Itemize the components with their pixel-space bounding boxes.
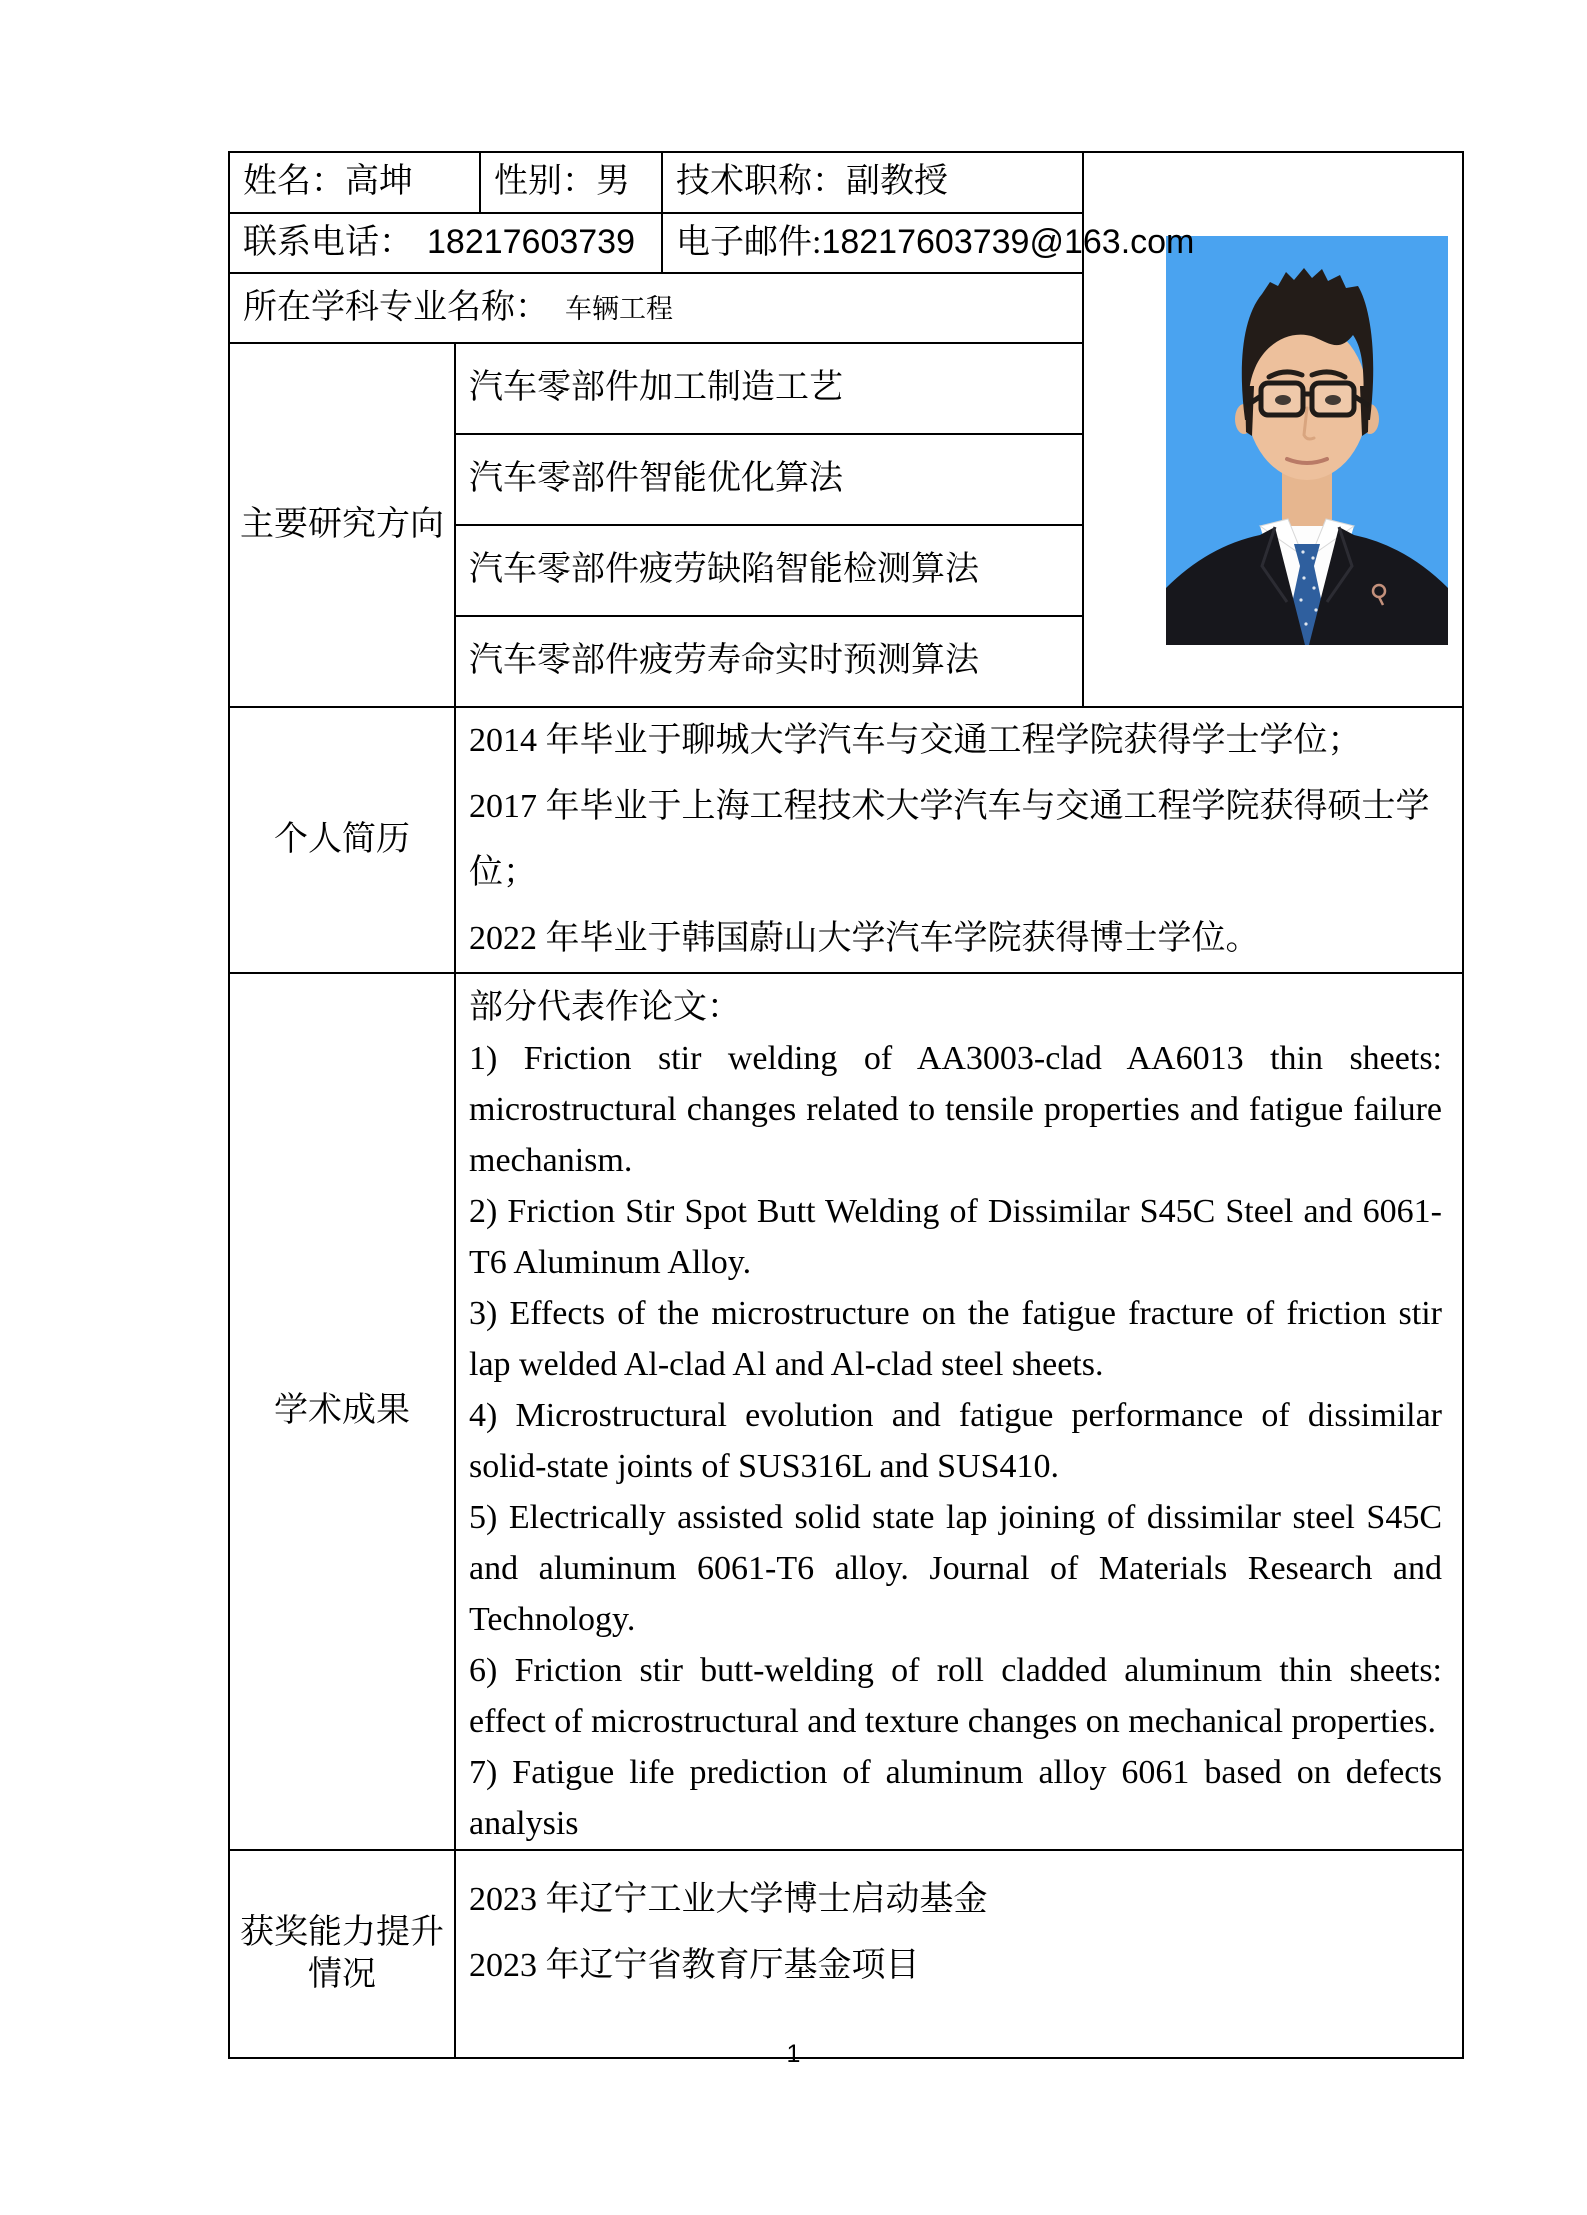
phone-label: 联系电话： xyxy=(243,224,413,262)
page-number: 1 xyxy=(786,2040,801,2068)
gender-label: 性别： xyxy=(494,163,596,201)
research-item: 汽车零部件智能优化算法 xyxy=(455,434,1083,525)
award-line: 2023 年辽宁工业大学博士启动基金 xyxy=(469,1881,988,1918)
row-profile xyxy=(229,707,1463,973)
email-value: 18217603739@163.com xyxy=(821,223,1195,262)
publication-item: 4) Microstructural evolution and fatigue performance of dissimilar solid-state joints of SUS316L and SUS410. xyxy=(469,1397,1442,1485)
profile-table xyxy=(228,151,1464,2059)
profile-line: 2022 年毕业于韩国蔚山大学汽车学院获得博士学位。 xyxy=(469,920,1260,957)
discipline-value: 车辆工程 xyxy=(565,293,673,324)
awards-label: 获奖能力提升情况 xyxy=(229,1850,455,2058)
publication-item: 5) Electrically assisted solid state lap joining of dissimilar steel S45C and aluminum 6061-T6 alloy. Journal of Materials Research and Technology. xyxy=(469,1499,1442,1638)
portrait-photo xyxy=(1166,236,1448,645)
phone-value: 18217603739 xyxy=(427,223,636,262)
title-value: 副教授 xyxy=(846,163,948,201)
achievements-content xyxy=(455,973,1463,1850)
email-label: 电子邮件: xyxy=(676,224,822,262)
name-value: 高坤 xyxy=(345,163,413,201)
profile-line: 2017 年毕业于上海工程技术大学汽车与交通工程学院获得硕士学位； xyxy=(469,788,1430,891)
publication-item: 2) Friction Stir Spot Butt Welding of Dissimilar S45C Steel and 6061-T6 Aluminum Alloy. xyxy=(469,1193,1442,1281)
row-name xyxy=(229,152,1463,213)
publications-intro: 部分代表作论文： xyxy=(469,989,741,1026)
gender-cell xyxy=(480,152,662,213)
publication-item: 3) Effects of the microstructure on the fatigue fracture of friction stir lap welded Al-clad Al and Al-clad steel sheets. xyxy=(469,1295,1442,1383)
profile-label: 个人简历 xyxy=(229,707,455,973)
award-line: 2023 年辽宁省教育厅基金项目 xyxy=(469,1947,920,1984)
research-item: 汽车零部件加工制造工艺 xyxy=(455,343,1083,434)
awards-content xyxy=(455,1850,1463,2058)
row-achievements xyxy=(229,973,1463,1850)
title-cell xyxy=(662,152,1083,213)
profile-line: 2014 年毕业于聊城大学汽车与交通工程学院获得学士学位； xyxy=(469,722,1362,759)
email-cell xyxy=(662,213,1195,273)
name-label: 姓名： xyxy=(243,163,345,201)
discipline-cell xyxy=(229,273,1083,343)
achievements-label: 学术成果 xyxy=(229,973,455,1850)
gender-value: 男 xyxy=(596,163,630,201)
research-label: 主要研究方向 xyxy=(229,343,455,707)
profile-content xyxy=(455,707,1463,973)
row-awards xyxy=(229,1850,1463,2058)
research-item: 汽车零部件疲劳缺陷智能检测算法 xyxy=(455,525,1083,616)
publication-item: 7) Fatigue life prediction of aluminum alloy 6061 based on defects analysis xyxy=(469,1754,1442,1842)
discipline-label: 所在学科专业名称： xyxy=(243,288,549,326)
phone-cell xyxy=(229,213,662,273)
title-label: 技术职称： xyxy=(676,163,846,201)
name-cell xyxy=(229,152,480,213)
publication-item: 1) Friction stir welding of AA3003-clad AA6013 thin sheets: microstructural changes related to tensile properties and fatigue failure mechanism. xyxy=(469,1040,1442,1179)
research-item: 汽车零部件疲劳寿命实时预测算法 xyxy=(455,616,1083,707)
publication-item: 6) Friction stir butt-welding of roll cladded aluminum thin sheets: effect of microstructural and texture changes on mechanical properties. xyxy=(469,1652,1442,1740)
portrait-photo-graphic xyxy=(1166,236,1448,645)
